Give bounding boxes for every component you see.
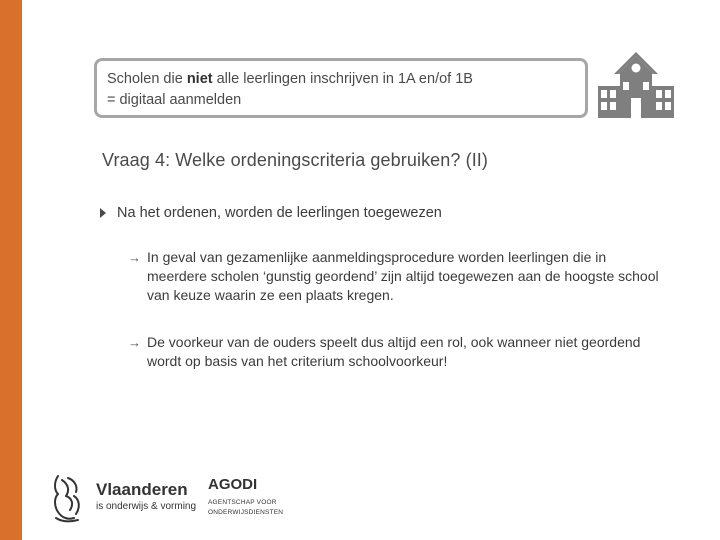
vlaanderen-name: Vlaanderen (96, 480, 188, 499)
title-line-1 (107, 69, 575, 90)
title-text-start: Scholen die (107, 71, 187, 87)
sub-item (128, 333, 668, 371)
bullet-text: Na het ordenen, worden de leerlingen toegewezen (117, 205, 442, 221)
vlaanderen-lion-logo-icon (48, 472, 88, 524)
bullet-item (100, 205, 442, 221)
triangle-bullet-icon (100, 208, 106, 218)
title-emphasis: niet (186, 71, 213, 87)
vlaanderen-subtitle: is onderwijs & vorming (96, 501, 197, 512)
sub-item-text: De voorkeur van de ouders speelt dus altijd een rol, ook wanneer niet geordend wordt op basis van het criterium schoolvoorkeur! (147, 334, 641, 369)
title-line-2: = digitaal aanmelden (107, 92, 242, 108)
title-box (94, 58, 588, 118)
agodi-name: AGODI (208, 476, 258, 493)
sub-item (128, 248, 668, 305)
agodi-subtitle: AGENTSCHAP VOOR ONDERWIJSDIENSTEN (208, 499, 284, 516)
arrow-icon: → (128, 335, 141, 350)
accent-sidebar (0, 0, 22, 540)
title-text-end: alle leerlingen inschrijven in 1A en/of 1B (212, 71, 473, 87)
arrow-icon: → (128, 250, 141, 265)
sub-item-text: In geval van gezamenlijke aanmeldingsprocedure worden leerlingen die in meerdere scholen ‘gunstig geordend’ zijn altijd toegewezen aan de hoogste school van keuze waarin ze een plaats kregen. (147, 249, 659, 303)
school-icon (596, 50, 676, 120)
section-heading: Vraag 4: Welke ordeningscriteria gebruiken? (II) (102, 150, 488, 170)
